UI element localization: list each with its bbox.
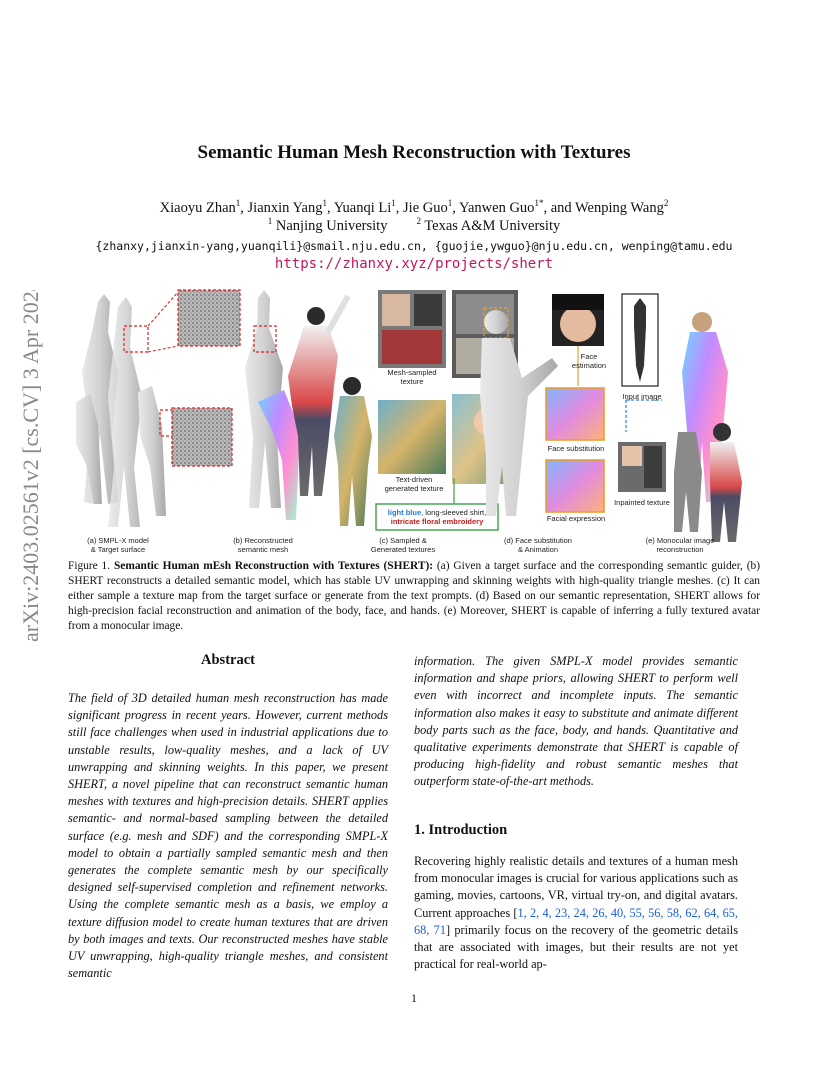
figure-caption: Figure 1. Semantic Human mEsh Reconstruction with Textures (SHERT): (a) Given a target surface and the corresponding semantic guider, (b) SHERT reconstructs a detailed semantic model, which has stable UV unwrapping and skinning weights with high-quality triangle meshes. (c) It can either sample a texture map from the target surface or generate from the text prompts. (d) Based on our semantic representation, SHERT allows for high-precision facial reconstruction and animation of the body, face, and hands. (e) Moreover, SHERT is capable of inferring a fully textured avatar from a monocular image. <box>68 560 761 632</box>
mesh-sampled-label: Mesh-sampled texture <box>387 368 437 386</box>
project-url-link[interactable]: https://zhanxy.xyz/projects/shert <box>274 256 554 272</box>
author-emails: {zhanxy,jianxin-yang,yuanqili}@smail.nju.edu.cn, {guojie,ywguo}@nju.edu.cn, wenping@tamu.edu <box>95 239 733 253</box>
facial-expression-image <box>546 460 604 512</box>
teaser-figure <box>68 282 760 558</box>
smplx-body-mesh <box>76 294 166 527</box>
abstract-heading: Abstract <box>201 652 255 668</box>
affiliation-name: Nanjing University <box>272 217 388 234</box>
panel-label-a: (a) SMPL-X model & Target surface <box>87 536 149 554</box>
text-prompt: light blue, long-sleeved shirt, intricate floral embroidery <box>387 508 487 526</box>
text-driven-texture-image <box>378 400 446 474</box>
introduction-text: Recovering highly realistic details and textures of a human mesh from monocular images is crucial for various applications such as gaming, movies, cartoons, VR, virtual try-on, and digital avatars. Current approaches [1, 2, 4, 23, 24, 26, 40, 55, 56, 58, 62, 64, 65, 68, 71] primarily focus on the recovery of the geometric details that are associated with images, but their results are not yet practical for real-world ap- <box>414 854 738 972</box>
panel-label-c: (c) Sampled & Generated textures <box>370 536 436 554</box>
affiliation-name: Texas A&M University <box>420 217 561 234</box>
text-driven-label: Text-driven generated texture <box>384 475 444 493</box>
arxiv-id: arXiv:2403.02561v2 [cs.CV] 3 Apr 2024 <box>18 290 43 642</box>
input-image-label: Input image <box>622 392 662 401</box>
author-name: Xiaoyu Zhan <box>159 199 236 216</box>
author-name: Jianxin Yang <box>247 199 323 216</box>
semantic-mesh-body <box>245 290 300 520</box>
author-affiliation-mark: 1 <box>391 198 396 208</box>
face-substitution-image <box>546 388 604 440</box>
citation-links[interactable]: 1, 2, 4, 23, 24, 26, 40, 55, 56, 58, 62, 64, 65, 68, 71 <box>414 905 738 937</box>
monocular-reconstructed-body <box>674 312 742 542</box>
author-affiliation-mark: 1* <box>534 198 544 208</box>
textured-human-generated <box>334 377 372 526</box>
author-affiliation-mark: 2 <box>663 198 669 208</box>
affiliation-mark: 1 <box>267 216 273 226</box>
author-list: Xiaoyu Zhan$^1$, Jianxin Yang$^1$, Yuanqi Li$^1$, Jie Guo$^1$, Yanwen Guo$^{1*}$, and Wenping Wang$^2$ <box>159 198 669 216</box>
zoom-inset-1 <box>178 290 240 346</box>
abstract-text-right: information. The given SMPL-X model provides semantic information and shape priors, allowing SHERT to perform well even with incorrect and incomplete inputs. The semantic information also makes it easy to substitute and animate different body parts such as the face, body, and hands. Quantitative and qualitative experiments demonstrate that SHERT is capable of producing high-fidelity and robust semantic meshes that outperform state-of-the-art methods. <box>414 654 738 789</box>
affiliation-mark: 2 <box>416 216 421 226</box>
introduction-heading: 1. Introduction <box>414 822 508 838</box>
author-affiliation-mark: 1 <box>447 198 453 208</box>
author-name: Wenping Wang <box>575 199 664 216</box>
page-number: 1 <box>411 991 417 1005</box>
face-substitution-label: Face substitution <box>547 444 605 453</box>
inpainted-texture-label: Inpainted texture <box>614 498 670 507</box>
facial-expression-label: Facial expression <box>546 514 606 523</box>
zoom-inset-2 <box>172 408 232 466</box>
author-name: Yanwen Guo <box>458 199 535 216</box>
face-estimation-label: Face estimation <box>571 352 607 370</box>
author-name: Yuanqi Li <box>333 199 392 216</box>
arxiv-stamp <box>8 290 48 650</box>
panel-label-d: (d) Face substitution & Animation <box>504 536 572 554</box>
abstract-text-left: The field of 3D detailed human mesh reconstruction has made significant progress in recent years. However, current methods still face challenges when used in industrial applications due to unstable results, low-quality meshes, and a lack of UV unwrapping and skinning weights. In this paper, we present SHERT, a novel pipeline that can reconstruct semantic human meshes with textures and high-precision details. SHERT applies semantic- and normal-based sampling between the detailed surface (e.g. mesh and SDF) and the corresponding SMPL-X model to obtain a partially sampled semantic mesh and then generates the complete semantic mesh by our specifically designed self-supervised completion and refinement networks. Using the complete semantic mesh as a basis, we employ a texture diffusion model to create human textures that are driven by both images and texts. Our reconstructed meshes have stable UV unwrapping, high-quality triangle meshes, and consistent semantic <box>68 691 388 981</box>
panel-label-b: (b) Reconstructed semantic mesh <box>233 536 293 554</box>
panel-label-e: (e) Monocular image reconstruction <box>645 536 715 554</box>
affiliations <box>0 216 828 235</box>
author-affiliation-mark: 1 <box>235 198 241 208</box>
author-name: Jie Guo <box>403 199 448 216</box>
paper-title: Semantic Human Mesh Reconstruction with Textures <box>197 142 631 163</box>
author-affiliation-mark: 1 <box>322 198 327 208</box>
